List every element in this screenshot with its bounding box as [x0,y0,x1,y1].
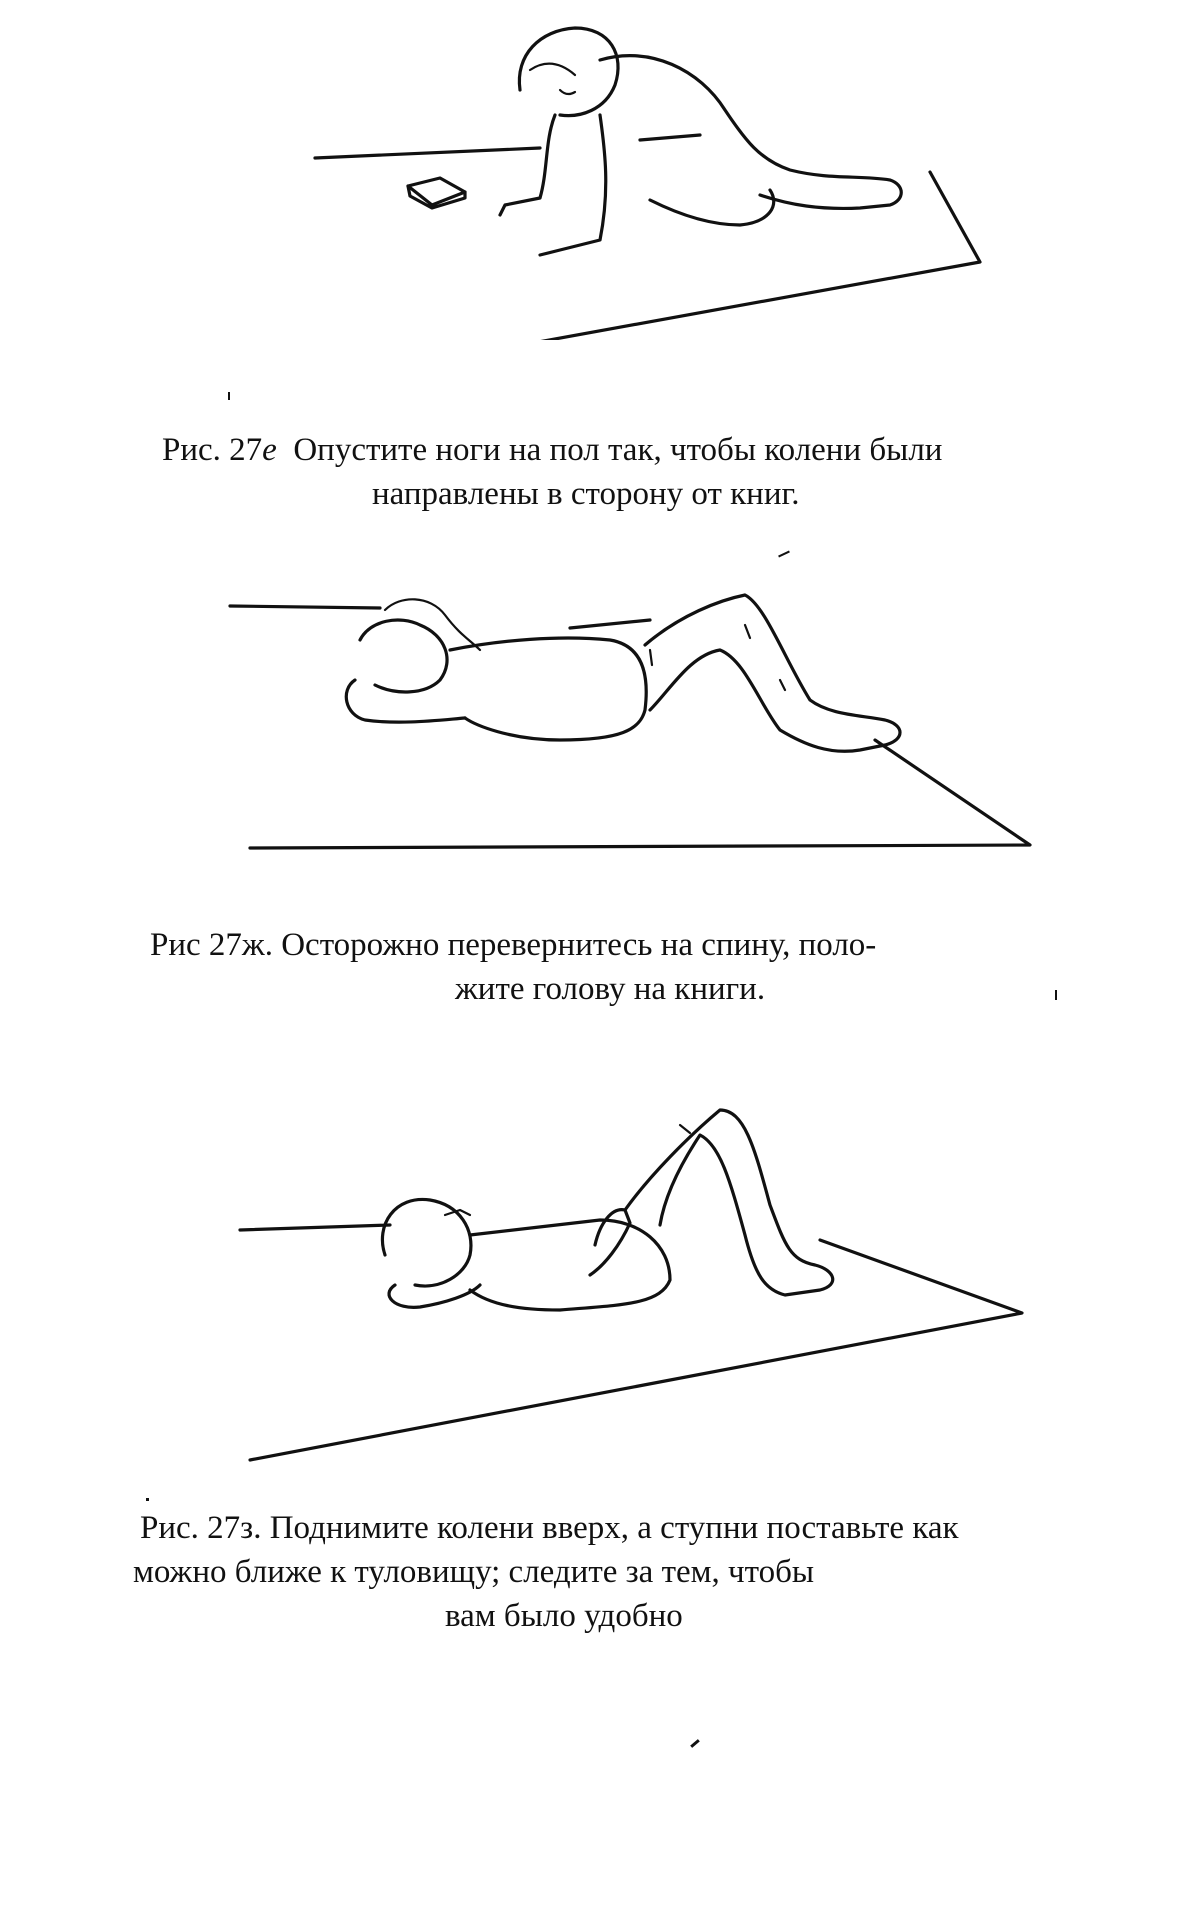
caption-27e-line2: направлены в сторону от книг. [372,476,800,512]
books-outline [346,680,465,722]
books-outline [389,1285,480,1307]
torso-outline [470,1220,670,1310]
scan-speck [778,551,790,558]
head-outline [519,28,618,116]
person-kneeling-on-mat-illustration [0,0,1197,340]
left-arm-outline [500,115,555,215]
caption-text: Опустите ноги на пол так, чтобы колени были [293,432,943,468]
caption-27z [0,1508,1197,1643]
figure-27zh [0,580,1197,880]
scan-speck [146,1498,149,1501]
legs-outline [625,1110,833,1295]
head-outline [360,620,447,692]
caption-27zh-line2: жите голову на книги. [455,971,766,1007]
mat-outline [230,606,1030,848]
caption-27z-line2: можно ближе к туловищу; следите за тем, чтобы [133,1554,815,1590]
figure-27e [0,0,1197,340]
caption-27e-line1 [162,430,942,470]
torso-outline [450,638,646,740]
caption-27e [0,430,1197,520]
person-lying-knees-bent-illustration [0,1095,1197,1475]
caption-27z-line1: Рис. 27з. Поднимите колени вверх, а ступни поставьте как [140,1510,959,1546]
scan-speck [228,392,230,400]
caption-27z-line3: вам было удобно [445,1598,683,1634]
figure-letter: е [262,432,277,468]
torso-and-legs-outline [600,56,901,209]
legs-outline [645,595,900,751]
book-icon [408,178,465,208]
person-lying-on-back-head-on-books-illustration [0,580,1197,880]
mat-outline [315,135,980,340]
mat-outline [240,1225,1022,1460]
caption-27zh-line1: Рис 27ж. Осторожно перевернитесь на спину, поло- [150,927,877,963]
head-outline [382,1199,471,1286]
scan-speck [690,1739,700,1748]
figure-number: Рис. 27 [162,432,263,468]
caption-27zh [0,925,1197,1015]
knee-outline [650,190,774,225]
figure-27z [0,1095,1197,1475]
scan-speck [1055,990,1057,1000]
